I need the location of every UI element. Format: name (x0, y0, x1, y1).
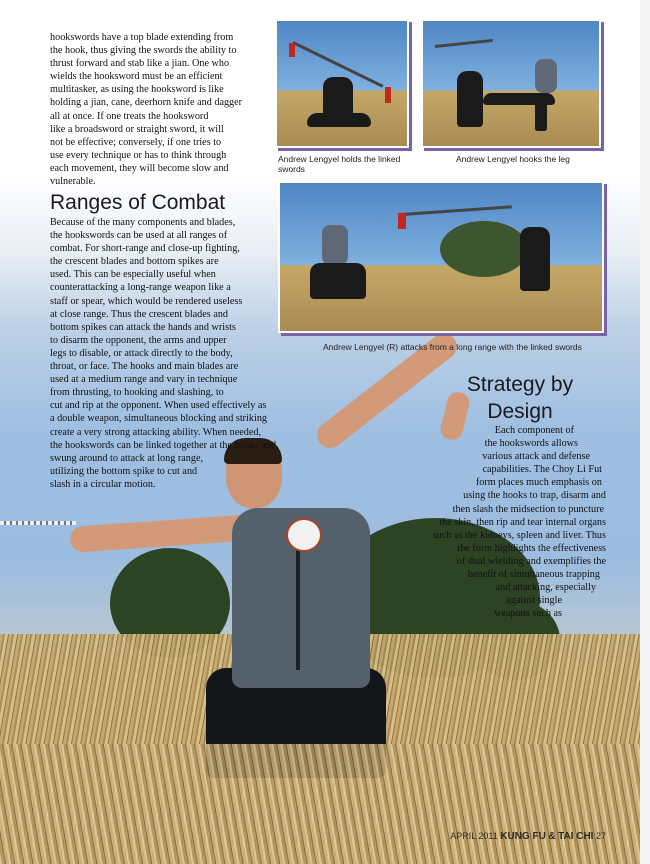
text-line: capabilities. The Choy Li Fut (482, 464, 602, 476)
text-line: thrust forward and stab like a jian. One who (50, 58, 230, 70)
text-line: holding a jian, cane, deerhorn knife and dagger (50, 97, 243, 109)
caption-line: Andrew Lengyel holds the linked (278, 154, 401, 164)
text-line: staff or spear, which would be rendered useless (50, 295, 243, 307)
text-line: to disarm the opponent, the arms and upper (50, 334, 227, 346)
text-line: various attack and defense (482, 451, 590, 463)
text-line: counterattacking a long-range weapon like a (50, 282, 231, 294)
heading-line: Strategy by (466, 373, 574, 396)
text-line: the form highlights the effectiveness (457, 542, 606, 554)
red-tassel (289, 43, 295, 57)
text-line: used at a medium range and vary in technique (50, 374, 238, 386)
text-line: all at once. If one treats the hooksword (50, 110, 209, 122)
opponent-vest (535, 59, 557, 93)
strategy-paragraph (370, 424, 606, 620)
photo-caption: Andrew Lengyel hooks the leg (456, 154, 570, 164)
text-line: legs to disable, or attack directly to the body, (50, 347, 233, 359)
text-line: multitasker, as using the hooksword is like (50, 84, 224, 96)
text-line: such as the kidneys, spleen and liver. Thus (432, 529, 606, 541)
heading-line: Design (487, 400, 553, 423)
page-edge (640, 0, 650, 864)
fighter-legs (310, 263, 366, 299)
text-line: wields the hooksword must be an efficient (50, 71, 223, 83)
text-line: the crescent blades and bottom spikes are (50, 256, 219, 268)
text-line: Because of the many components and blades, (50, 217, 236, 228)
section-heading: Ranges of Combat (50, 191, 226, 214)
school-patch (286, 518, 322, 552)
magazine-title-2: TAI CHI (558, 831, 594, 842)
fighter-vest (322, 225, 348, 265)
text-line: like a broadsword or straight sword, it will (50, 123, 224, 135)
text-line: not be effective; conversely, if one tries to (50, 136, 222, 148)
text-line: create a very strong attacking ability. When needed, (50, 426, 262, 438)
text-line: of dual wielding and exemplifies the (456, 555, 606, 567)
text-line: the hookswords can be linked together at the hooks and (50, 439, 277, 451)
text-line: utilizing the bottom spike to cut and (50, 465, 198, 477)
photo-caption (278, 154, 408, 174)
page-number: 27 (595, 831, 606, 841)
text-line: each movement, they will become slow and (50, 162, 229, 174)
red-tassel (398, 213, 406, 229)
hooksword (435, 39, 493, 48)
section-heading (440, 371, 600, 425)
text-line: at close range. Thus the crescent blades and (50, 308, 229, 320)
text-line: throat, or face. The hooks and main blades are (50, 361, 239, 373)
text-line: combat. For short-range and close-up fighting, (50, 243, 240, 255)
photo-hooks-leg (421, 19, 601, 148)
red-tassel (385, 87, 391, 103)
photo-long-range-attack (278, 181, 604, 333)
text-line: use every technique or has to think through (50, 149, 227, 161)
foreground-grass (0, 744, 650, 864)
photo-caption: Andrew Lengyel (R) attacks from a long range with the linked swords (323, 342, 582, 352)
text-line: the hookswords allows (484, 438, 578, 450)
fighter-silhouette (457, 71, 483, 127)
opponent-legs (535, 93, 547, 131)
fighter-legs (307, 113, 371, 127)
text-line: form places much emphasis on (475, 477, 602, 489)
text-line: using the hooks to trap, disarm and (463, 490, 606, 502)
linked-swords (402, 205, 512, 216)
text-line: weapons such as (494, 608, 562, 620)
text-line: swung around to attack at long range, (50, 452, 204, 464)
ranges-paragraph (50, 216, 310, 491)
text-line: the hookswords can be used at all ranges of (50, 230, 228, 242)
photo-tree (440, 221, 528, 277)
text-line: then slash the midsection to puncture (452, 503, 604, 515)
sword-chain (0, 521, 76, 525)
text-line: from thrusting, to hooking and slashing, to (50, 387, 224, 399)
text-line: and attacking, especially (495, 582, 596, 594)
text-line: a double weapon, simultaneous blocking and striking (50, 413, 268, 425)
ampersand: & (548, 831, 556, 842)
text-line: vulnerable. (50, 176, 96, 188)
issue-month: APRIL 2011 (450, 831, 498, 841)
text-line: Each component of (494, 425, 574, 436)
text-line: the hook, thus giving the swords the ability to (50, 45, 237, 57)
text-line: against single (506, 595, 562, 607)
caption-line: swords (278, 164, 305, 174)
text-line: used. This can be especially useful when (50, 269, 216, 281)
magazine-title: KUNG FU (500, 831, 546, 842)
photo-holds-linked-swords (275, 19, 409, 148)
opponent-silhouette (520, 227, 550, 291)
intro-paragraph (50, 31, 270, 188)
text-line: the skin, then rip and tear internal organs (439, 516, 606, 528)
text-line: bottom spikes can attack the hands and wrists (50, 321, 236, 333)
page-footer (450, 831, 606, 842)
text-line: cut and rip at the opponent. When used effectively as (50, 400, 267, 412)
text-line: benefit of simultaneous trapping (467, 569, 600, 581)
text-line: hookswords have a top blade extending from (50, 32, 234, 43)
text-line: slash in a circular motion. (50, 478, 156, 490)
